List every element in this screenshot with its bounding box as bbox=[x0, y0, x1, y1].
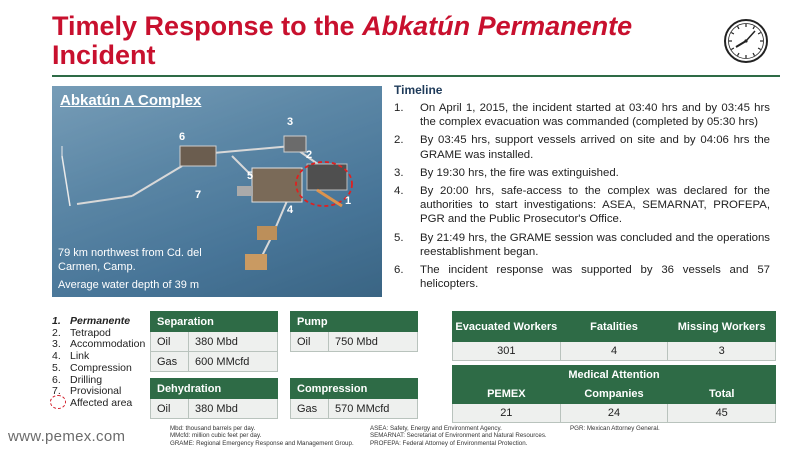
footnotes-col2 bbox=[370, 425, 547, 447]
compression-table bbox=[290, 378, 418, 419]
separation-table bbox=[150, 311, 278, 372]
marker-5: 5 bbox=[247, 170, 254, 182]
legend-item bbox=[52, 339, 145, 351]
table-cell: Oil bbox=[291, 332, 329, 352]
table-cell: 4 bbox=[560, 342, 668, 361]
timeline-item-text: By 20:00 hrs, safe-access to the complex was declared for the authorities to start investigations: ASEA, SEMARNAT, PROFEPA, PGR and the Public Prosecutor's Office. bbox=[420, 185, 770, 226]
facility-legend bbox=[52, 316, 145, 410]
table-row bbox=[291, 332, 418, 352]
legend-number: 6. bbox=[52, 373, 61, 386]
footnotes-col1 bbox=[170, 425, 354, 447]
marker-3: 3 bbox=[287, 116, 294, 128]
title-divider bbox=[52, 75, 780, 77]
photo-caption-depth: Average water depth of 39 m bbox=[58, 279, 200, 291]
table-cell: 380 Mbd bbox=[189, 332, 278, 352]
title-line1-italic: Abkatún Permanente bbox=[362, 11, 633, 41]
footnotes-col3 bbox=[570, 425, 660, 432]
table-cell: 750 Mbd bbox=[329, 332, 418, 352]
legend-number: 3. bbox=[52, 338, 61, 351]
timeline-item-number: 4. bbox=[394, 185, 404, 198]
legend-label: Permanente bbox=[70, 315, 131, 327]
medical-header: Total bbox=[668, 385, 776, 404]
title-line2: Incident bbox=[52, 40, 156, 70]
compression-title: Compression bbox=[291, 379, 418, 399]
legend-label: Tetrapod bbox=[70, 326, 111, 339]
table-row bbox=[453, 404, 776, 423]
table-row bbox=[151, 399, 278, 419]
timeline-item-number: 2. bbox=[394, 134, 404, 147]
footnote: GRAME: Regional Emergency Response and Management Group. bbox=[170, 439, 354, 447]
pump-title: Pump bbox=[291, 312, 418, 332]
table-cell: 570 MMcfd bbox=[329, 399, 418, 419]
legend-item-affected-area bbox=[52, 398, 145, 410]
table-row bbox=[291, 399, 418, 419]
photo-caption-location: 79 km northwest from Cd. del Carmen, Camp. bbox=[58, 247, 202, 273]
medical-table bbox=[452, 365, 776, 423]
legend-label: Link bbox=[70, 350, 90, 363]
affected-area-icon bbox=[50, 395, 66, 409]
medical-header: Companies bbox=[560, 385, 668, 404]
footnote: Mbd: thousand barrels per day. bbox=[170, 425, 256, 432]
dehydration-table bbox=[150, 378, 278, 419]
legend-label: Affected area bbox=[70, 396, 133, 409]
marker-7: 7 bbox=[195, 189, 202, 201]
timeline-item bbox=[394, 231, 770, 259]
workers-table bbox=[452, 311, 776, 361]
timeline-item-text: By 03:45 hrs, support vessels arrived on site and by 04:06 hrs the GRAME was installed. bbox=[420, 134, 770, 161]
title-line1: Timely Response to the bbox=[52, 11, 363, 41]
table-row bbox=[151, 352, 278, 372]
timeline-item-number: 3. bbox=[394, 166, 404, 179]
photo-title: Abkatún A Complex bbox=[60, 92, 202, 109]
timeline-item bbox=[394, 101, 770, 129]
table-cell: 380 Mbd bbox=[189, 399, 278, 419]
dehydration-title: Dehydration bbox=[151, 379, 278, 399]
medical-header: PEMEX bbox=[453, 385, 561, 404]
legend-number: 4. bbox=[52, 350, 61, 363]
table-cell: 45 bbox=[668, 404, 776, 423]
table-row bbox=[453, 342, 776, 361]
table-row bbox=[151, 332, 278, 352]
legend-number: 2. bbox=[52, 326, 61, 339]
table-cell: Gas bbox=[151, 352, 189, 372]
table-cell: Oil bbox=[151, 332, 189, 352]
page-title bbox=[52, 12, 692, 70]
timeline-item-text: The incident response was supported by 36 vessels and 57 helicopters. bbox=[420, 264, 770, 291]
legend-number: 7. bbox=[52, 385, 61, 398]
separation-title: Separation bbox=[151, 312, 278, 332]
legend-label: Compression bbox=[70, 361, 132, 374]
legend-label: Provisional bbox=[70, 385, 122, 398]
clock-icon bbox=[722, 17, 770, 65]
legend-number: 5. bbox=[52, 361, 61, 374]
footnote: MMcfd: million cubic feet per day. bbox=[170, 432, 262, 440]
legend-item bbox=[52, 316, 145, 328]
website-link[interactable]: www.pemex.com bbox=[8, 428, 126, 445]
table-cell: 21 bbox=[453, 404, 561, 423]
workers-header: Fatalities bbox=[560, 312, 668, 342]
timeline-item-text: By 21:49 hrs, the GRAME session was concluded and the operations reestablishment began. bbox=[420, 231, 770, 258]
legend-label: Accommodation bbox=[70, 338, 146, 351]
footnote: ASEA: Safety, Energy and Environment Agency. bbox=[370, 425, 502, 432]
table-cell: Gas bbox=[291, 399, 329, 419]
footnote: PROFEPA: Federal Attorney of Environmental Protection. bbox=[370, 439, 528, 447]
timeline-list bbox=[394, 101, 770, 295]
legend-label: Drilling bbox=[70, 373, 103, 386]
table-cell: 600 MMcfd bbox=[189, 352, 278, 372]
footnote: SEMARNAT: Secretariat of Environment and Natural Resources. bbox=[370, 432, 547, 440]
timeline-item-text: On April 1, 2015, the incident started at 03:40 hrs and by 03:45 hrs the complex evacuation was commanded (completed by 05:30 hrs) bbox=[420, 102, 770, 129]
marker-6: 6 bbox=[179, 131, 186, 143]
timeline-item bbox=[394, 184, 770, 227]
timeline-item bbox=[394, 133, 770, 161]
table-cell: 24 bbox=[560, 404, 668, 423]
marker-1: 1 bbox=[345, 195, 352, 207]
marker-4: 4 bbox=[287, 204, 294, 216]
timeline-item-text: By 19:30 hrs, the fire was extinguished. bbox=[420, 166, 619, 179]
table-cell: Oil bbox=[151, 399, 189, 419]
footnote: PGR: Mexican Attorney General. bbox=[570, 425, 660, 432]
timeline-item-number: 6. bbox=[394, 264, 404, 277]
marker-2: 2 bbox=[306, 149, 313, 161]
workers-header: Evacuated Workers bbox=[453, 312, 561, 342]
workers-header: Missing Workers bbox=[668, 312, 776, 342]
timeline-item-number: 1. bbox=[394, 102, 404, 114]
timeline-item-number: 5. bbox=[394, 231, 404, 244]
table-cell: 3 bbox=[668, 342, 776, 361]
table-cell: 301 bbox=[453, 342, 561, 361]
timeline-item bbox=[394, 166, 770, 180]
aerial-photo bbox=[52, 86, 382, 297]
timeline-item bbox=[394, 263, 770, 291]
legend-number: 1. bbox=[52, 315, 61, 327]
pump-table bbox=[290, 311, 418, 352]
medical-title: Medical Attention bbox=[453, 366, 776, 385]
legend-item bbox=[52, 363, 145, 375]
timeline-heading: Timeline bbox=[394, 83, 443, 97]
